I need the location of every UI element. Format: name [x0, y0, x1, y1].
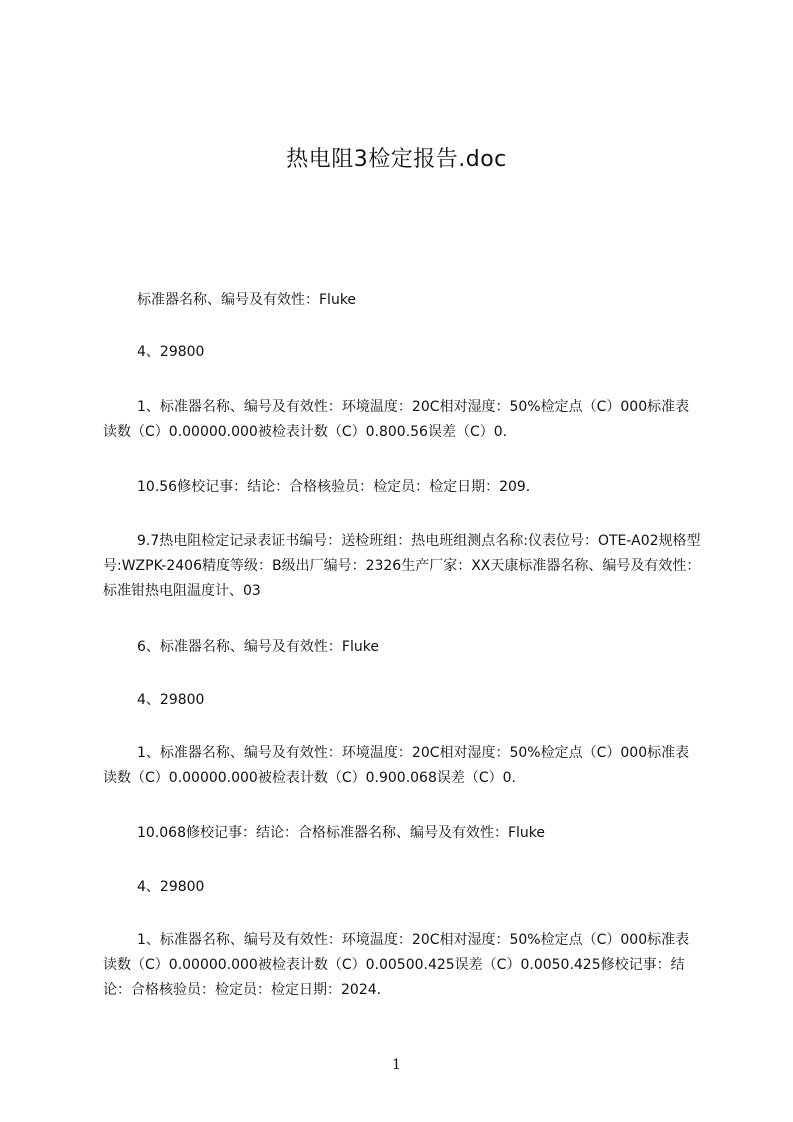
paragraph-6 — [103, 635, 701, 660]
paragraph-11-text: 1、标准器名称、编号及有效性：环境温度：20C相对湿度：50%检定点（C）000标准表读数（C）0.00000.000被检表计数（C）0.00500.425误差（C）0.0050.425修校记事：结论：合格核验员：检定员：检定日期：2024. — [103, 932, 690, 998]
paragraph-3-text: 1、标准器名称、编号及有效性：环境温度：20C相对湿度：50%检定点（C）000标准表读数（C）0.00000.000被检表计数（C）0.800.56误差（C）0. — [103, 399, 690, 440]
page-number: 1 — [392, 1057, 401, 1073]
paragraph-9-text: 10.068修校记事：结论：合格标准器名称、编号及有效性：Fluke — [137, 825, 546, 841]
paragraph-7 — [103, 688, 701, 713]
document-title: 热电阻3检定报告.doc — [286, 147, 507, 172]
paragraph-2-text: 4、29800 — [137, 344, 205, 360]
paragraph-10 — [103, 875, 701, 900]
paragraph-4-text: 10.56修校记事：结论：合格核验员：检定员：检定日期：209. — [137, 479, 531, 495]
paragraph-5-text: 9.7热电阻检定记录表证书编号：送检班组：热电班组测点名称:仪表位号：OTE-A02规格型号:WZPK-2406精度等级：B级出厂编号：2326生产厂家：XX天康标准器名称、编号及有效性：标准钳热电阻温度计、03 — [103, 533, 701, 599]
paragraph-2 — [103, 340, 701, 365]
paragraph-8 — [103, 741, 701, 791]
paragraph-9 — [103, 821, 701, 846]
paragraph-3 — [103, 395, 701, 445]
paragraph-6-text: 6、标准器名称、编号及有效性：Fluke — [137, 639, 379, 655]
paragraph-10-text: 4、29800 — [137, 879, 205, 895]
paragraph-1-text: 标准器名称、编号及有效性：Fluke — [137, 292, 357, 308]
paragraph-5 — [103, 529, 701, 604]
paragraph-4 — [103, 475, 701, 500]
paragraph-8-text: 1、标准器名称、编号及有效性：环境温度：20C相对湿度：50%检定点（C）000标准表读数（C）0.00000.000被检表计数（C）0.900.068误差（C）0. — [103, 745, 690, 786]
paragraph-11 — [103, 928, 701, 1003]
paragraph-1 — [103, 288, 701, 313]
paragraph-7-text: 4、29800 — [137, 692, 205, 708]
